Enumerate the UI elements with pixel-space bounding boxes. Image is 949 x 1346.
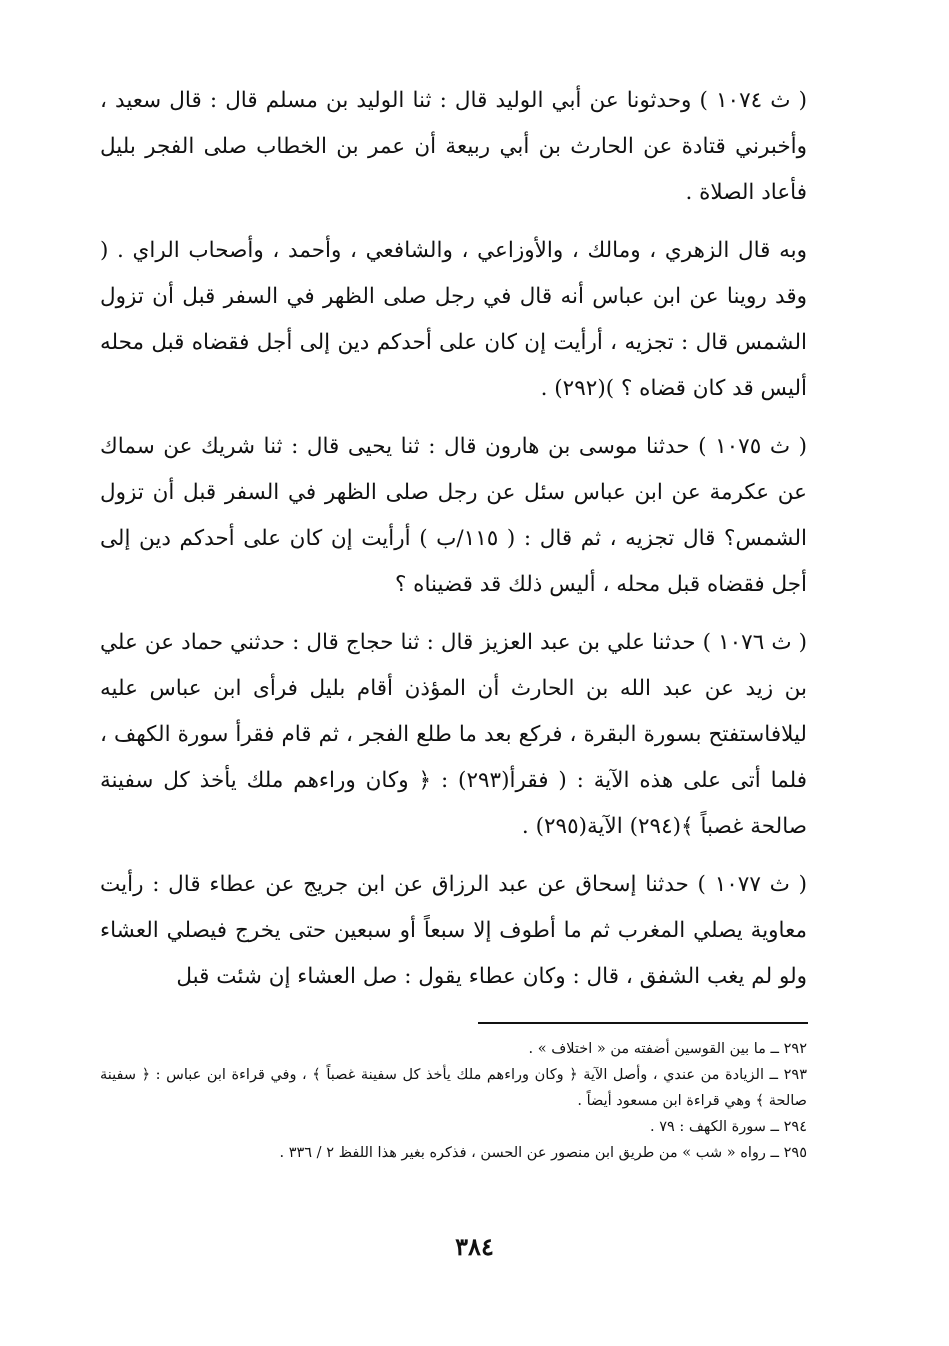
footnote-divider xyxy=(478,1022,808,1024)
footnote-293: ٢٩٣ ــ الزيادة من عندي ، وأصل الآية ﴿ وكان وراءهم ملك يأخذ كل سفينة غصباً ﴾ ، وفي قراءة ابن عباس : ﴿ سفينة صالحة ﴾ وهي قراءة ابن مسعود أيضاً . xyxy=(100,1067,807,1109)
paragraph-ibn-abbas-note: وبه قال الزهري ، ومالك ، والأوزاعي ، والشافعي ، وأحمد ، وأصحاب الراي . ( وقد روينا عن ابن عباس أنه قال في رجل صلى الظهر في السفر قبل أن تزول الشمس قال : تجزيه ، أرأيت إن كان على أحدكم دين إلى أجل فقضاه قبل محله أليس قد كان قضاه ؟ )(٢٩٢) . xyxy=(100,238,807,401)
page-number: ٣٨٤ xyxy=(455,1232,494,1261)
main-text xyxy=(100,78,807,1000)
paragraph-hadith-1074: ( ث ١٠٧٤ ) وحدثونا عن أبي الوليد قال : ثنا الوليد بن مسلم قال : قال سعيد ، وأخبرني قتادة عن الحارث بن أبي ربيعة أن عمر بن الخطاب صلى الفجر بليل فأعاد الصلاة . xyxy=(100,88,808,205)
footnote-295: ٢٩٥ ــ رواه « شب » من طريق ابن منصور عن الحسن ، فذكره بغير هذا اللفظ ٢ / ٣٣٦ . xyxy=(279,1145,807,1161)
paragraph-hadith-1075: ( ث ١٠٧٥ ) حدثنا موسى بن هارون قال : ثنا يحيى قال : ثنا شريك عن سماك عن عكرمة عن ابن عباس سئل عن رجل صلى الظهر في السفر قبل أن تزول الشمس؟ قال تجزيه ، ثم قال : ( ١١٥/ب ) أرأيت إن كان على أحدكم دين إلى أجل فقضاه قبل محله ، أليس ذلك قد قضيناه ؟ xyxy=(100,434,807,597)
footnote-292: ٢٩٢ ــ ما بين القوسين أضفته من « اختلاف » . xyxy=(528,1041,807,1057)
paragraph-hadith-1077: ( ث ١٠٧٧ ) حدثنا إسحاق عن عبد الرزاق عن ابن جريج عن عطاء قال : رأيت معاوية يصلي المغرب ثم ما أطوف إلا سبعاً أو سبعين حتى يخرج فيصلي العشاء ولو لم يغب الشفق ، قال : وكان عطاء يقول : صل العشاء إن شئت قبل xyxy=(100,872,807,989)
footnote-294: ٢٩٤ ــ سورة الكهف : ٧٩ . xyxy=(650,1119,807,1135)
footnotes xyxy=(100,1036,807,1166)
paragraph-hadith-1076: ( ث ١٠٧٦ ) حدثنا علي بن عبد العزيز قال : ثنا حجاج قال : حدثني حماد عن علي بن زيد عن عبد الله بن الحارث أن المؤذن أقام بليل فرأى ابن عباس عليه ليلافاستفتح بسورة البقرة ، فركع بعد ما طلع الفجر ، ثم قام فقرأ سورة الكهف ، فلما أتى على هذه الآية : ( فقرأ(٢٩٣) : ﴿ وكان وراءهم ملك يأخذ كل سفينة صالحة غصباً ﴾(٢٩٤) الآية(٢٩٥) . xyxy=(100,630,808,839)
